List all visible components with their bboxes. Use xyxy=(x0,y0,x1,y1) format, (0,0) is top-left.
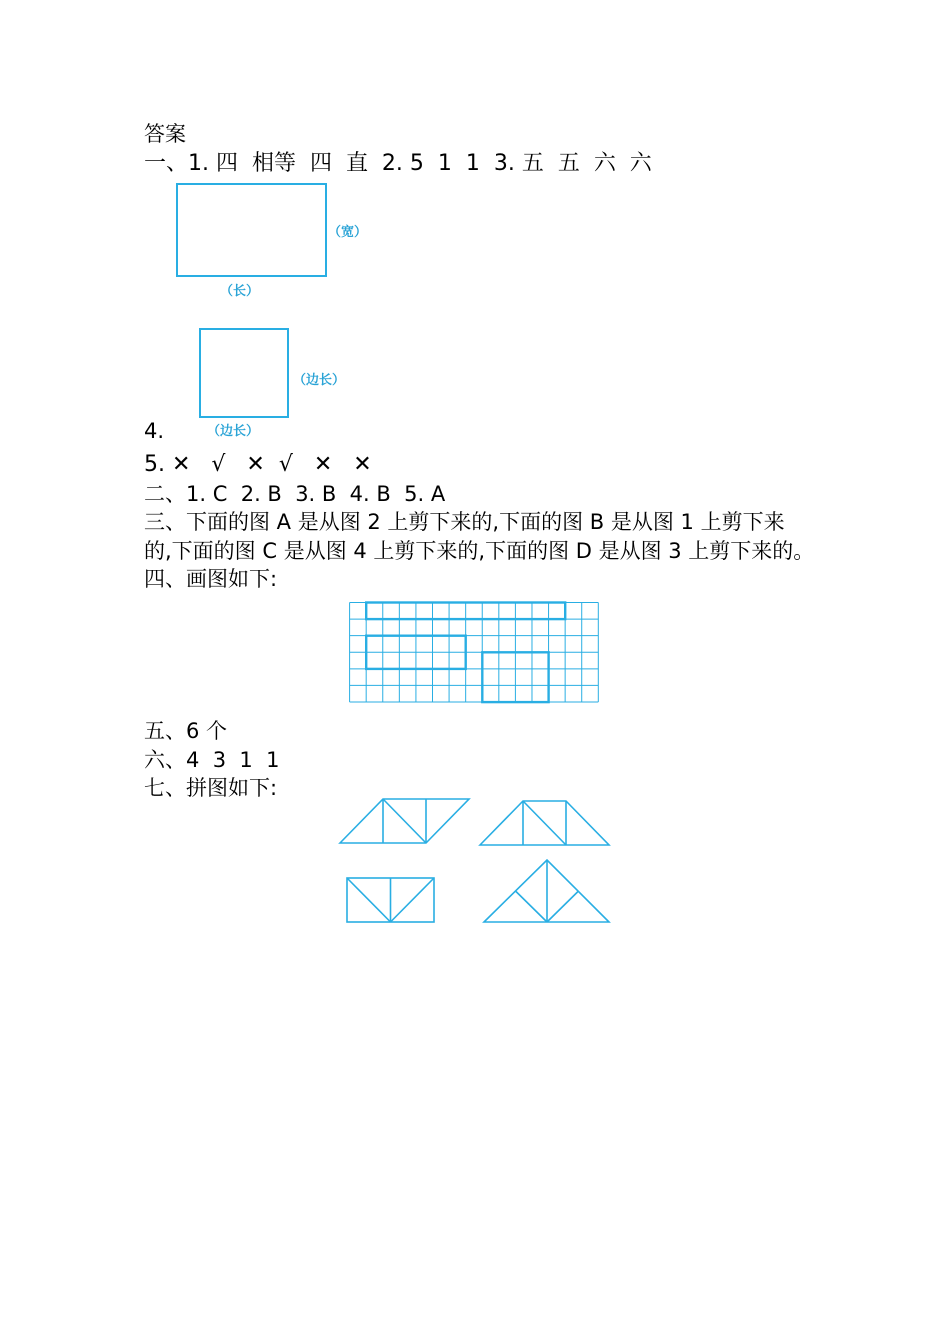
rectangle-length-label: （长） xyxy=(220,284,260,299)
rectangle-shape xyxy=(177,184,326,276)
grid-lines xyxy=(350,603,599,702)
puzzle-trapezoid xyxy=(480,801,609,845)
rectangle-figure xyxy=(176,183,328,279)
q1-answers: 一、1. 四 相等 四 直 2. 5 1 1 3. 五 五 六 六 xyxy=(144,151,652,176)
q1-item-4: 4. xyxy=(144,419,165,443)
rectangle-width-label: （宽） xyxy=(328,225,368,240)
puzzle-figures xyxy=(335,795,620,927)
q5-answer: 五、6 个 xyxy=(144,719,228,743)
q6-answers: 六、4 3 1 1 xyxy=(144,748,280,772)
square-side-label-bottom: （边长） xyxy=(207,424,260,439)
square-side-label-right: （边长） xyxy=(293,373,346,388)
puzzle-parallelogram xyxy=(340,799,469,843)
q4-heading: 四、画图如下: xyxy=(144,567,278,591)
square-shape xyxy=(200,329,288,417)
grid-drawing xyxy=(349,601,603,704)
q7-heading: 七、拼图如下: xyxy=(144,776,278,800)
answer-title: 答案 xyxy=(144,122,186,146)
puzzle-triangle xyxy=(484,860,609,922)
q3-answer-line-2: 的,下面的图 C 是从图 4 上剪下来的,下面的图 D 是从图 3 上剪下来的。 xyxy=(144,539,815,563)
square-figure xyxy=(199,328,291,420)
q2-answers: 二、1. C 2. B 3. B 4. B 5. A xyxy=(144,482,446,506)
q3-answer-line-1: 三、下面的图 A 是从图 2 上剪下来的,下面的图 B 是从图 1 上剪下来 xyxy=(144,510,785,534)
puzzle-rectangle xyxy=(347,878,434,922)
q1-item-5: 5. ✕ √ ✕ √ ✕ ✕ xyxy=(144,452,372,477)
